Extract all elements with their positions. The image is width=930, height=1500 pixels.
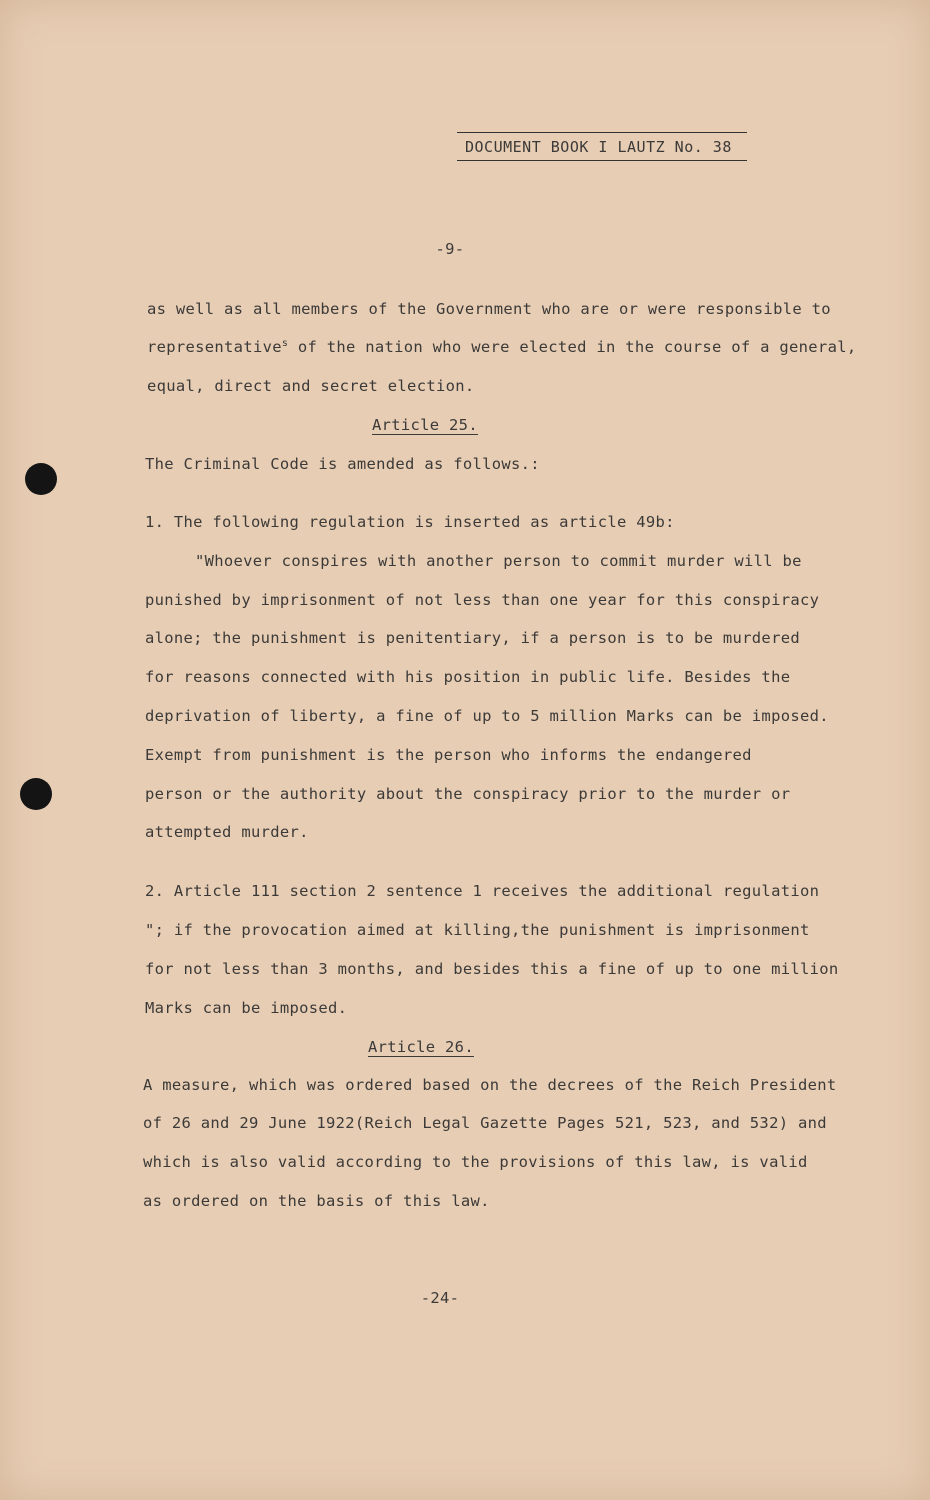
item1-line: deprivation of liberty, a fine of up to 5 million Marks can be imposed. [145,707,829,725]
para1-line3: equal, direct and secret election. [147,377,475,395]
article26-line: as ordered on the basis of this law. [143,1192,490,1210]
item1-line: alone; the punishment is penitentiary, if a person is to be murdered [145,629,800,647]
item1-line: punished by imprisonment of not less than one year for this conspiracy [145,591,820,609]
document-header: DOCUMENT BOOK I LAUTZ No. 38 [457,132,747,161]
item1-line: "Whoever conspires with another person to commit murder will be [195,552,802,570]
article26-line: A measure, which was ordered based on the decrees of the Reich President [143,1076,837,1094]
item2-line: Marks can be imposed. [145,999,348,1017]
punch-hole-top [25,463,57,495]
item1-line: person or the authority about the conspiracy prior to the murder or [145,785,791,803]
article26-heading: Article 26. [368,1038,474,1056]
article25-intro: The Criminal Code is amended as follows.: [145,455,540,473]
punch-hole-bottom [20,778,52,810]
item2-line: 2. Article 111 section 2 sentence 1 receives the additional regulation [145,882,820,900]
page-number-bottom: -24- [420,1289,460,1307]
para1-line1: as well as all members of the Government who are or were responsible to [147,300,831,318]
item1-line: attempted murder. [145,823,309,841]
page-number-top: -9- [435,240,465,258]
item2-line: "; if the provocation aimed at killing,the punishment is imprisonment [145,921,810,939]
para1-line2 [147,338,856,356]
item1-line: Exempt from punishment is the person who informs the endangered [145,746,752,764]
article25-item1-heading: 1. The following regulation is inserted as article 49b: [145,513,675,531]
article26-line: which is also valid according to the provisions of this law, is valid [143,1153,808,1171]
para1-line2-b: of the nation who were elected in the course of a general, [288,338,857,357]
para1-line2-a: representative [147,338,282,357]
article26-line: of 26 and 29 June 1922(Reich Legal Gazette Pages 521, 523, and 532) and [143,1114,827,1132]
para1-line2-sup: s [281,338,289,349]
item1-line: for reasons connected with his position in public life. Besides the [145,668,791,686]
item2-line: for not less than 3 months, and besides this a fine of up to one million [145,960,839,978]
article25-heading: Article 25. [372,416,478,434]
